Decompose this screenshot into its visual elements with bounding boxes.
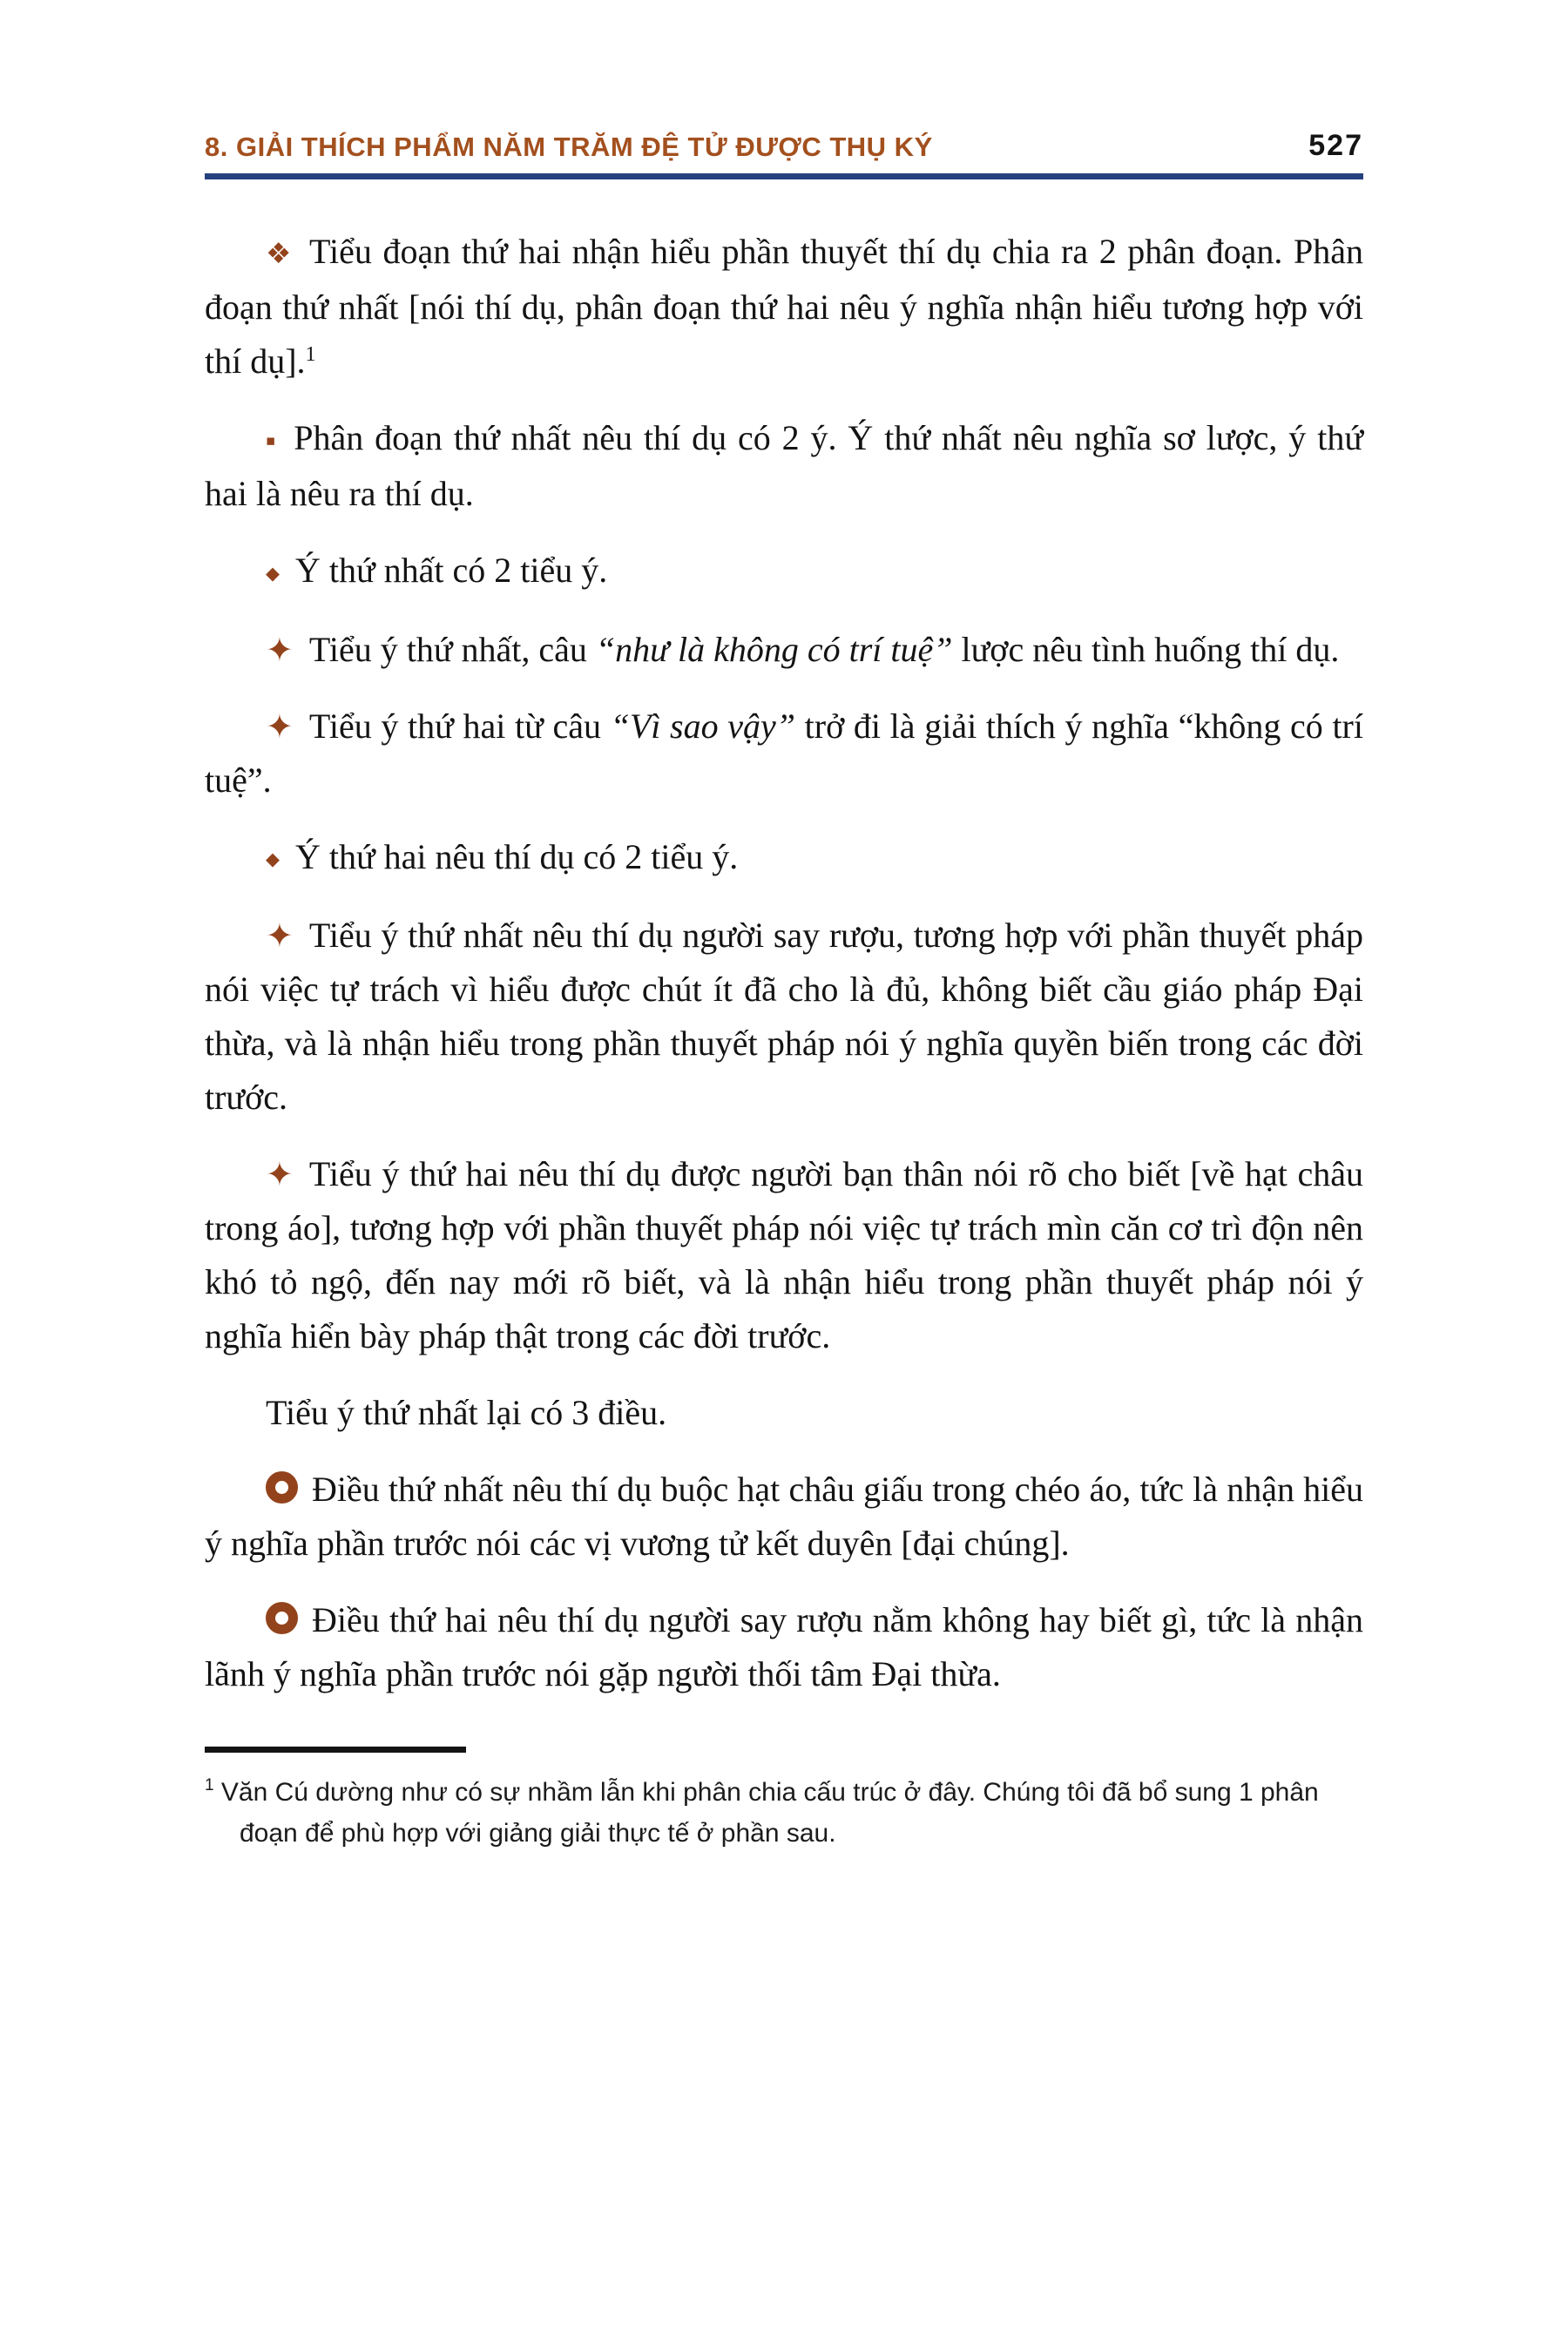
- running-title: 8. GIẢI THÍCH PHẨM NĂM TRĂM ĐỆ TỬ ĐƯỢC THỤ KÝ: [205, 132, 933, 162]
- text-segment: lược nêu tình huống thí dụ.: [952, 629, 1340, 669]
- star-bullet-icon: ✦: [266, 630, 294, 669]
- paragraph: [205, 700, 1363, 808]
- text-segment: Văn Cú dường như có sự nhầm lẫn khi phân chia cấu trúc ở đây. Chúng tôi đã bổ sung 1 phân đoạn để phù hợp với giảng giải thực tế ở phần sau.: [213, 1777, 1319, 1848]
- text-segment: Ý thứ nhất có 2 tiểu ý.: [295, 551, 608, 591]
- text-segment: 1: [205, 1775, 214, 1794]
- text-segment: Tiểu ý thứ nhất lại có 3 điều.: [266, 1392, 667, 1432]
- star-bullet-icon: ✦: [266, 916, 294, 955]
- paragraph: [205, 1463, 1363, 1571]
- text-segment: Tiểu ý thứ nhất, câu: [308, 629, 596, 669]
- page-number: 527: [1308, 129, 1363, 162]
- text-segment: 1: [305, 343, 316, 366]
- quad-diamond-bullet-icon: ❖: [266, 237, 294, 270]
- square-bullet-icon: ▪: [266, 431, 279, 449]
- text-segment: Tiểu ý thứ hai nêu thí dụ được người bạn thân nói rõ cho biết [về hạt châu trong áo], tương hợp với phần thuyết pháp nói việc tự trách mìn căn cơ trì độn nên khó tỏ ngộ, đến nay mới rõ biết, và là nhận hiểu trong phần thuyết pháp nói ý nghĩa hiển bày pháp thật trong các đời trước.: [205, 1153, 1363, 1355]
- text-segment: Tiểu ý thứ hai từ câu: [308, 706, 611, 746]
- paragraph: [205, 225, 1363, 389]
- text-segment: trở đi là giải thích ý nghĩa “không có trí tuệ”.: [205, 706, 1363, 800]
- text-segment: Tiểu ý thứ nhất nêu thí dụ người say rượu, tương hợp với phần thuyết pháp nói việc tự trách vì hiểu được chút ít đã cho là đủ, không biết cầu giáo pháp Đại thừa, và là nhận hiểu trong phần thuyết pháp nói ý nghĩa quyền biến trong các đời trước.: [205, 915, 1363, 1117]
- text-segment: Ý thứ hai nêu thí dụ có 2 tiểu ý.: [295, 836, 739, 876]
- body-paragraphs: [205, 225, 1363, 1701]
- text-segment: Tiểu đoạn thứ hai nhận hiểu phần thuyết thí dụ chia ra 2 phân đoạn. Phân đoạn thứ nhất [nói thí dụ, phân đoạn thứ hai nêu ý nghĩa nhận hiểu tương hợp với thí dụ].: [205, 232, 1363, 381]
- diamond-bullet-icon: ◆: [266, 848, 280, 869]
- diamond-bullet-icon: ◆: [266, 562, 280, 584]
- paragraph: [205, 1593, 1363, 1701]
- paragraph: [205, 623, 1363, 677]
- star-bullet-icon: ✦: [266, 706, 294, 746]
- text-segment: “Vì sao vậy”: [610, 706, 796, 746]
- paragraph: [205, 1147, 1363, 1363]
- text-segment: “như là không có trí tuệ”: [595, 629, 953, 669]
- text-segment: Điều thứ nhất nêu thí dụ buộc hạt châu giấu trong chéo áo, tức là nhận hiểu ý nghĩa phần trước nói các vị vương tử kết duyên [đại chúng].: [205, 1469, 1363, 1563]
- text-segment: Phân đoạn thứ nhất nêu thí dụ có 2 ý. Ý thứ nhất nêu nghĩa sơ lược, ý thứ hai là nêu ra thí dụ.: [205, 418, 1364, 514]
- paragraph: [205, 1386, 1363, 1440]
- ring-bullet-icon: [266, 1602, 298, 1634]
- paragraph: [205, 544, 1363, 599]
- footnote-text: [205, 1772, 1363, 1854]
- paragraph: [205, 411, 1363, 521]
- footnote-separator: [205, 1747, 466, 1753]
- paragraph: [205, 909, 1363, 1125]
- star-bullet-icon: ✦: [266, 1154, 294, 1193]
- page-header: [205, 129, 1363, 163]
- text-segment: Điều thứ hai nêu thí dụ người say rượu nằm không hay biết gì, tức là nhận lãnh ý nghĩa phần trước nói gặp người thối tâm Đại thừa.: [205, 1599, 1363, 1693]
- ring-bullet-icon: [266, 1471, 298, 1504]
- header-rule: [205, 173, 1363, 179]
- paragraph: [205, 830, 1363, 886]
